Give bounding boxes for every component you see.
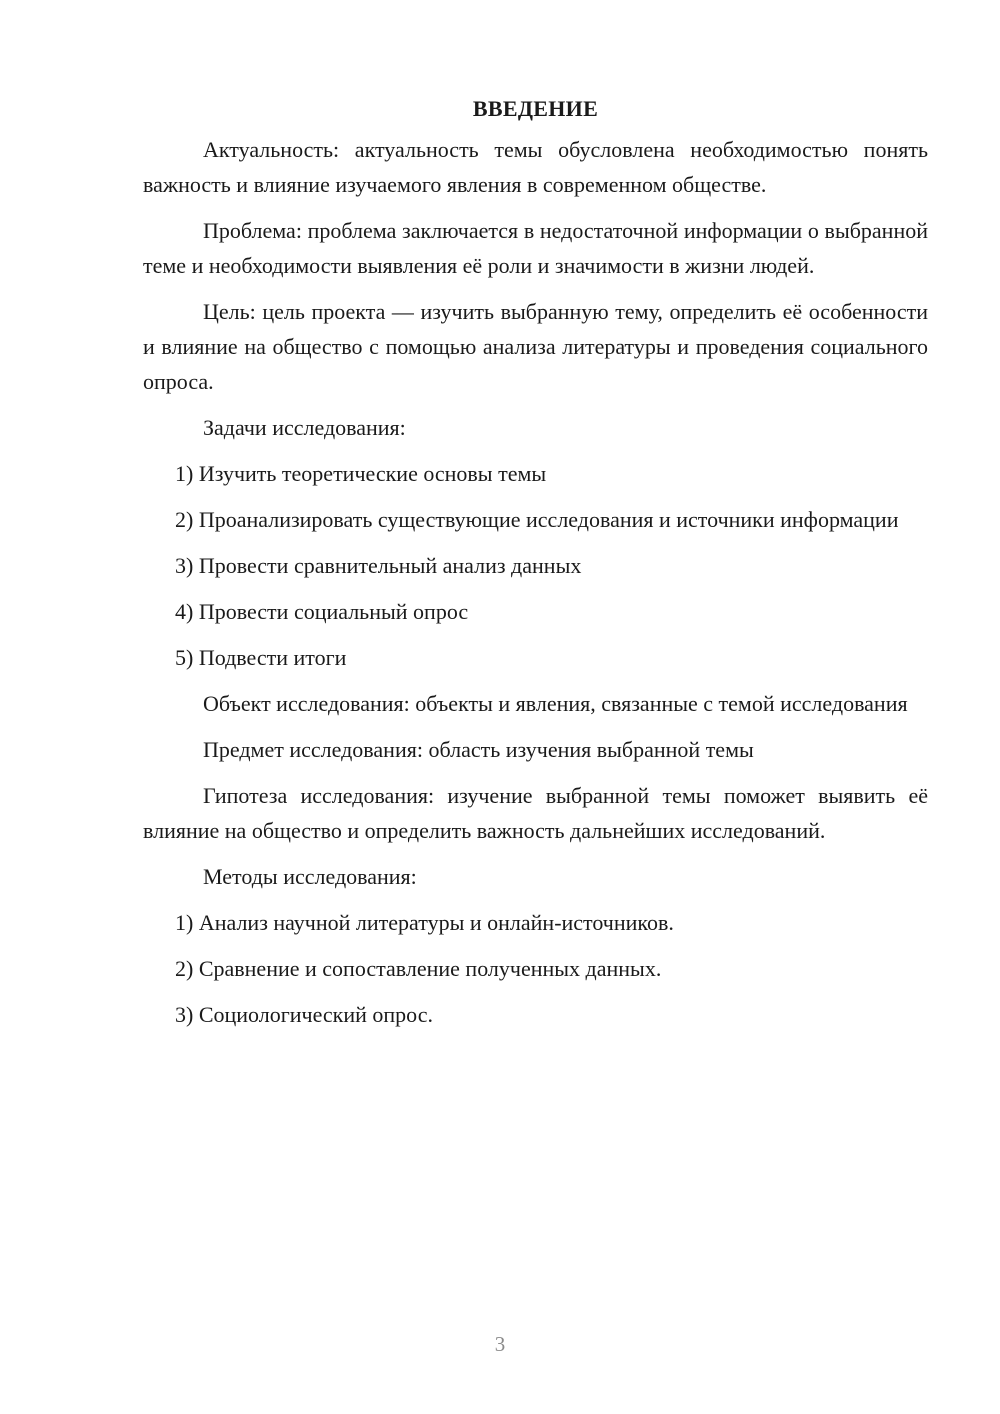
tasks-list-item: 5) Подвести итоги bbox=[175, 645, 347, 670]
page-number: 3 bbox=[494, 1332, 506, 1356]
problem-paragraph: Проблема: проблема заключается в недостаточной информации о выбранной теме и необходимости выявления её роли и значимости в жизни людей. bbox=[143, 218, 928, 278]
page-title: ВВЕДЕНИЕ bbox=[472, 96, 599, 121]
object-paragraph: Объект исследования: объекты и явления, связанные с темой исследования bbox=[203, 691, 908, 716]
goal-paragraph: Цель: цель проекта — изучить выбранную тему, определить её особенности и влияние на общество с помощью анализа литературы и проведения социального опроса. bbox=[143, 299, 928, 394]
methods-list-item: 2) Сравнение и сопоставление полученных данных. bbox=[175, 956, 662, 981]
methods-list-item: 3) Социологический опрос. bbox=[175, 1002, 433, 1027]
subject-paragraph: Предмет исследования: область изучения выбранной темы bbox=[203, 737, 754, 762]
tasks-list-item: 1) Изучить теоретические основы темы bbox=[175, 461, 547, 486]
tasks-title: Задачи исследования: bbox=[203, 415, 406, 440]
tasks-list-item: 3) Провести сравнительный анализ данных bbox=[175, 553, 582, 578]
hypothesis-paragraph: Гипотеза исследования: изучение выбранной темы поможет выявить её влияние на общество и определить важность дальнейших исследований. bbox=[143, 783, 928, 843]
tasks-list-item: 2) Проанализировать существующие исследования и источники информации bbox=[175, 507, 899, 532]
methods-list-item: 1) Анализ научной литературы и онлайн-источников. bbox=[175, 910, 674, 935]
document-page bbox=[143, 92, 928, 1043]
relevance-paragraph: Актуальность: актуальность темы обусловлена необходимостью понять важность и влияние изучаемого явления в современном обществе. bbox=[143, 137, 928, 197]
tasks-list-item: 4) Провести социальный опрос bbox=[175, 599, 469, 624]
methods-title: Методы исследования: bbox=[203, 864, 417, 889]
